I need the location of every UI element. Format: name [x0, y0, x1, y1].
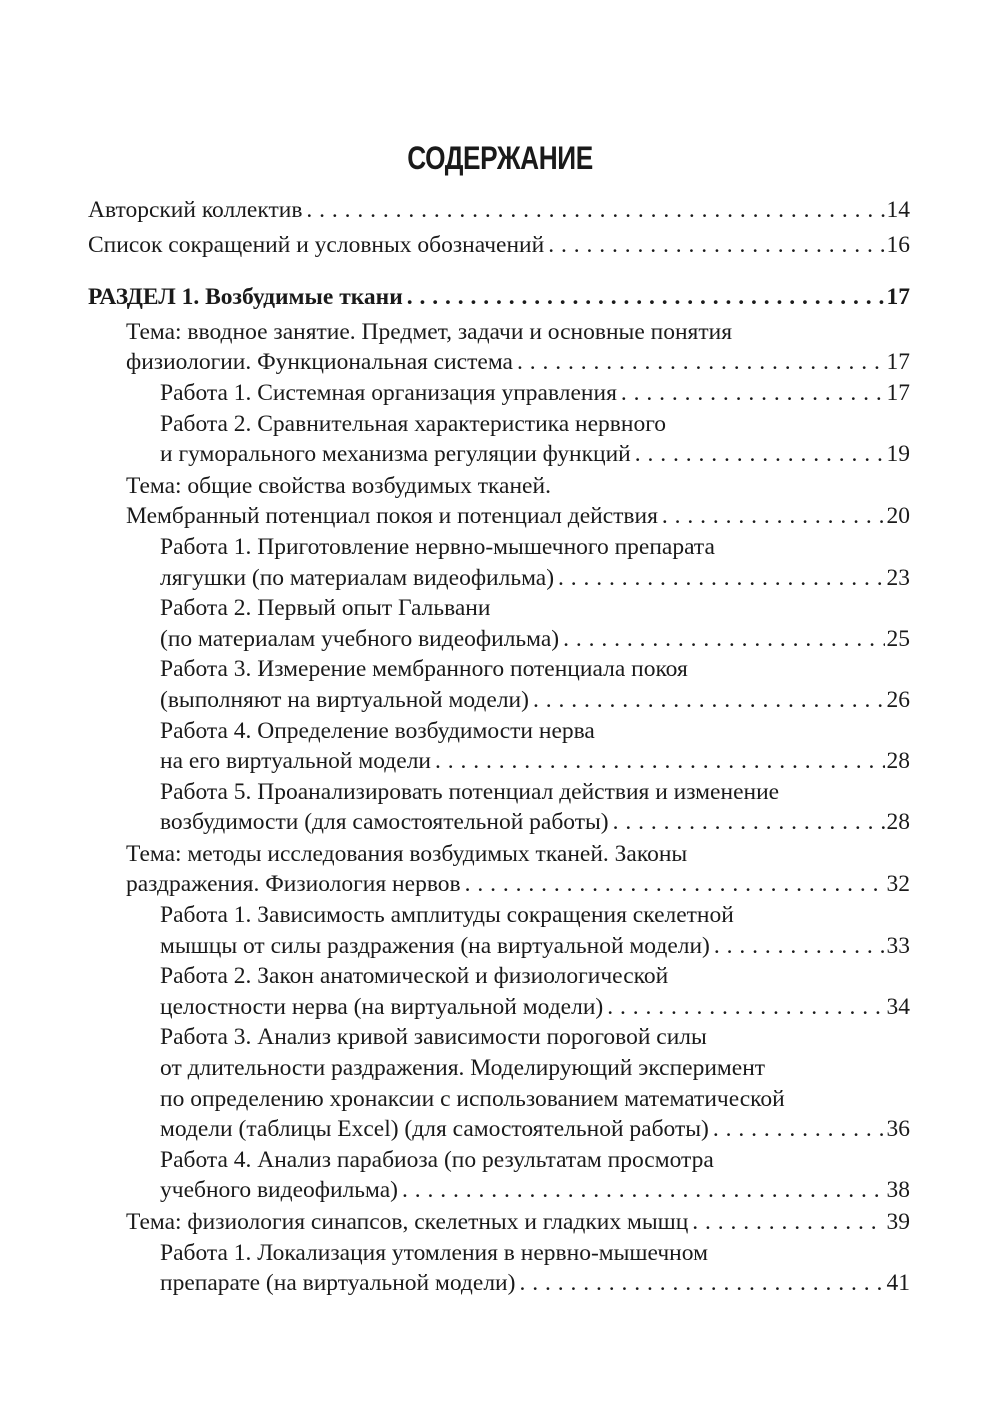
toc-work[interactable]	[88, 409, 910, 470]
toc-entry-text: учебного видеофильма)	[160, 1177, 398, 1204]
toc-entry-abbreviations[interactable]	[88, 230, 910, 261]
toc-topic[interactable]	[88, 1207, 910, 1238]
toc-work[interactable]	[88, 961, 910, 1022]
toc-entry-text: Работа 2. Сравнительная характеристика нервного	[160, 410, 667, 437]
toc-page-number: 33	[886, 932, 910, 959]
toc-work[interactable]	[88, 777, 910, 838]
toc-page-number: 25	[886, 625, 910, 652]
dot-leader	[306, 195, 884, 226]
dot-leader	[533, 685, 885, 716]
toc-entry-text: целостности нерва (на виртуальной модели)	[160, 993, 604, 1020]
toc-entry-text: РАЗДЕЛ 1. Возбудимые ткани	[88, 284, 403, 311]
toc-work[interactable]	[88, 900, 910, 961]
toc-entry-text: по определению хронаксии с использованием математической	[160, 1085, 785, 1112]
toc-page-number: 17	[886, 349, 910, 376]
toc-page-number: 36	[886, 1116, 910, 1143]
toc-work[interactable]	[88, 716, 910, 777]
toc-entry-text: Авторский коллектив	[88, 197, 303, 223]
toc-page-number: 20	[886, 503, 910, 530]
toc-entry-text: Работа 1. Системная организация управления	[160, 379, 617, 406]
toc-page-number: 34	[886, 993, 910, 1020]
toc-entry-text: Работа 1. Приготовление нервно-мышечного препарата	[160, 533, 715, 560]
toc-entry-text: на его виртуальной модели	[160, 748, 431, 775]
table-of-contents	[88, 195, 910, 1299]
toc-page-number: 39	[886, 1209, 910, 1235]
toc-page-number: 23	[886, 564, 910, 591]
dot-leader	[402, 1175, 885, 1206]
toc-entry-authors[interactable]	[88, 195, 910, 226]
toc-page-number: 28	[886, 748, 910, 775]
toc-entry-text: Работа 3. Измерение мембранного потенциала покоя	[160, 656, 688, 683]
toc-entry-text: Работа 1. Зависимость амплитуды сокращения скелетной	[160, 902, 734, 929]
toc-topic[interactable]	[88, 317, 910, 378]
toc-work[interactable]	[88, 1238, 910, 1299]
dot-leader	[692, 1207, 884, 1238]
toc-page-number: 14	[886, 197, 910, 223]
toc-work[interactable]	[88, 378, 910, 409]
toc-entry-text: препарате (на виртуальной модели)	[160, 1270, 516, 1297]
dot-leader	[465, 869, 885, 900]
dot-leader	[558, 563, 884, 594]
toc-page-number: 16	[886, 231, 910, 258]
toc-section-1[interactable]	[88, 282, 910, 313]
toc-entry-text: Тема: общие свойства возбудимых тканей.	[126, 472, 551, 499]
toc-entry-text: (выполняют на виртуальной модели)	[160, 686, 529, 713]
toc-entry-text: Работа 4. Определение возбудимости нерва	[160, 717, 595, 744]
toc-work[interactable]	[88, 532, 910, 593]
toc-entry-text: и гуморального механизма регуляции функций	[160, 441, 631, 468]
toc-work[interactable]	[88, 654, 910, 715]
toc-page-number: 28	[886, 809, 910, 836]
toc-page-number: 32	[886, 871, 910, 898]
toc-entry-text: Работа 2. Закон анатомической и физиологической	[160, 963, 669, 990]
toc-entry-text: Тема: физиология синапсов, скелетных и гладких мышц	[126, 1209, 689, 1235]
dot-leader	[621, 378, 885, 409]
toc-page-number: 19	[886, 441, 910, 468]
dot-leader	[435, 746, 885, 777]
dot-leader	[635, 439, 885, 470]
toc-entry-text: возбудимости (для самостоятельной работы)	[160, 809, 609, 836]
page-title: СОДЕРЖАНИЕ	[407, 140, 593, 176]
toc-entry-text: Тема: методы исследования возбудимых тканей. Законы	[126, 840, 688, 867]
toc-entry-text: Список сокращений и условных обозначений	[88, 231, 545, 258]
toc-page-number: 17	[886, 379, 910, 406]
dot-leader	[613, 807, 885, 838]
toc-work[interactable]	[88, 1022, 910, 1144]
toc-work[interactable]	[88, 593, 910, 654]
toc-entry-text: Работа 2. Первый опыт Гальвани	[160, 595, 491, 622]
toc-entry-text: Работа 1. Локализация утомления в нервно-мышечном	[160, 1239, 708, 1266]
dot-leader	[607, 992, 884, 1023]
toc-entry-text: физиологии. Функциональная система	[126, 349, 513, 376]
toc-page-number: 38	[886, 1177, 910, 1204]
toc-entry-text: раздражения. Физиология нервов	[126, 871, 461, 898]
toc-entry-text: Работа 5. Проанализировать потенциал действия и изменение	[160, 778, 780, 805]
dot-leader	[713, 1114, 885, 1145]
toc-entry-text: мышцы от силы раздражения (на виртуальной модели)	[160, 932, 710, 959]
toc-topic[interactable]	[88, 471, 910, 532]
toc-entry-text: Тема: вводное занятие. Предмет, задачи и основные понятия	[126, 318, 732, 345]
toc-entry-text: лягушки (по материалам видеофильма)	[160, 564, 555, 591]
dot-leader	[407, 282, 885, 313]
toc-work[interactable]	[88, 1145, 910, 1206]
dot-leader	[519, 1268, 884, 1299]
toc-entry-text: модели (таблицы Excel) (для самостоятельной работы)	[160, 1116, 709, 1143]
toc-page-number: 17	[886, 284, 910, 311]
toc-entry-text: Работа 4. Анализ парабиоза (по результатам просмотра	[160, 1146, 714, 1173]
dot-leader	[662, 501, 885, 532]
dot-leader	[563, 624, 884, 655]
toc-topic[interactable]	[88, 839, 910, 900]
dot-leader	[548, 230, 884, 261]
toc-entry-text: от длительности раздражения. Моделирующий эксперимент	[160, 1055, 766, 1082]
toc-entry-text: (по материалам учебного видеофильма)	[160, 625, 560, 652]
toc-entry-text: Работа 3. Анализ кривой зависимости пороговой силы	[160, 1024, 707, 1051]
toc-page-number: 26	[886, 686, 910, 713]
toc-entry-text: Мембранный потенциал покоя и потенциал действия	[126, 503, 658, 530]
dot-leader	[517, 347, 885, 378]
dot-leader	[714, 931, 885, 962]
toc-page-number: 41	[886, 1270, 910, 1297]
